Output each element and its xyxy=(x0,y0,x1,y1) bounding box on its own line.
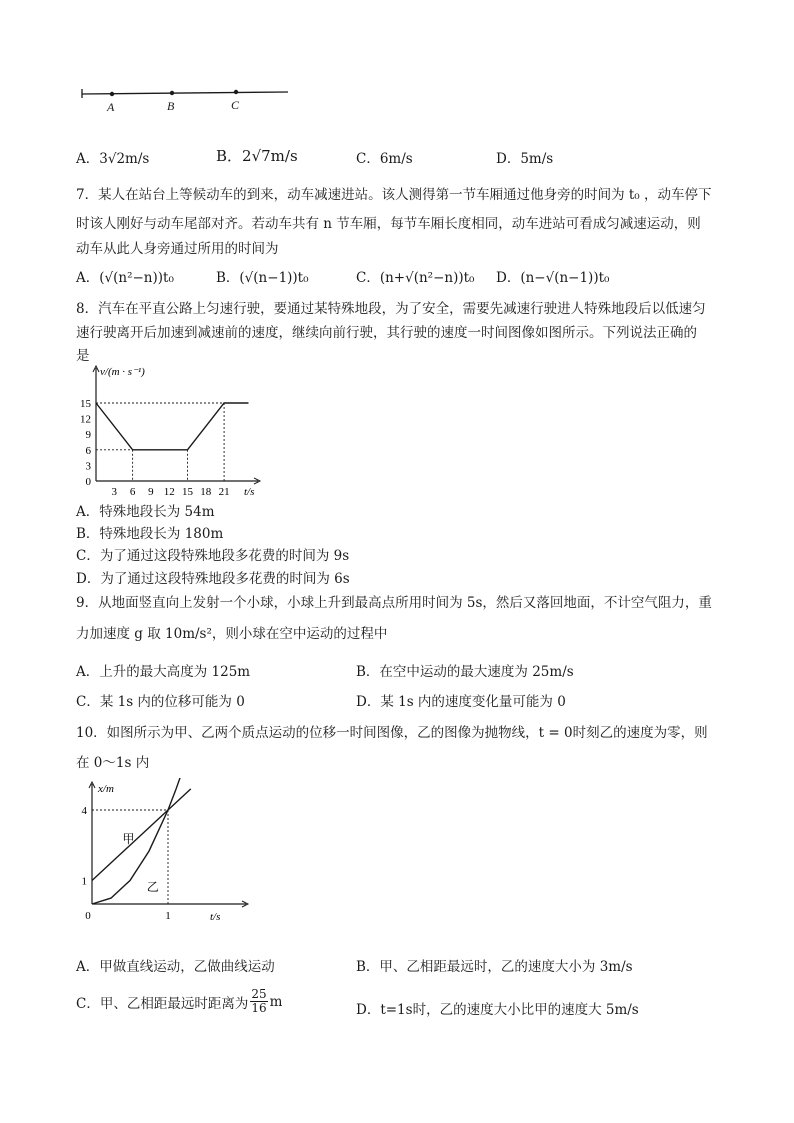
q7-option-d: D．(n−√(n−1))t₀ xyxy=(496,270,610,286)
q8-option-a: A．特殊地段长为 54m xyxy=(76,504,215,520)
q6-option-c: C．6m/s xyxy=(356,151,413,167)
xt-y-tick-label: 4 xyxy=(81,805,87,817)
xt-x-axis-label: t/s xyxy=(210,911,221,923)
fraction-denominator: 16 xyxy=(251,1001,267,1015)
q10-option-d: D．t=1s时，乙的速度大小比甲的速度大 5m/s xyxy=(356,1002,639,1018)
vt-y-tick-label: 0 xyxy=(85,476,91,488)
q8-option-b: B．特殊地段长为 180m xyxy=(76,526,224,542)
q8-text-line-2: 速行驶离开后加速到减速前的速度，继续向前行驶，其行驶的速度一时间图像如图所示。下列说法正确的 xyxy=(76,325,697,341)
fraction-numerator: 25 xyxy=(251,987,267,1001)
q9-option-a: A．上升的最大高度为 125m xyxy=(76,664,251,680)
vt-x-tick-label: 6 xyxy=(129,486,136,497)
vt-x-axis-label: t/s xyxy=(244,486,255,497)
point-a xyxy=(110,92,114,96)
velocity-time-chart xyxy=(76,362,266,497)
q9-text-line-2: 力加速度 g 取 10m/s²，则小球在空中运动的过程中 xyxy=(76,626,388,642)
xt-series-yi-label: 乙 xyxy=(146,880,159,895)
xt-origin-label: 0 xyxy=(85,910,91,922)
vt-y-tick-label: 15 xyxy=(80,398,91,410)
vt-y-tick-label: 6 xyxy=(85,444,91,457)
q7-option-b: B．(√(n−1))t₀ xyxy=(216,270,309,286)
xt-series-jia xyxy=(92,789,191,881)
q8-option-c: C．为了通过这段特殊地段多花费的时间为 9s xyxy=(76,548,350,564)
xt-y-tick-label: 1 xyxy=(81,875,87,888)
vt-y-tick-label: 9 xyxy=(85,429,91,442)
q7-option-c: C．(n+√(n²−n))t₀ xyxy=(356,270,475,286)
vt-x-tick-label: 9 xyxy=(148,486,154,497)
q6-option-a: A．3√2m/s xyxy=(76,151,150,167)
q9-option-c: C．某 1s 内的位移可能为 0 xyxy=(76,694,245,710)
q7-text-line-3: 动车从此人身旁通过所用的时间为 xyxy=(76,241,279,257)
q9-option-b: B．在空中运动的最大速度为 25m/s xyxy=(356,664,574,680)
q7-option-a: A．(√(n²−n))t₀ xyxy=(76,270,174,286)
q10-option-c-text: C．甲、乙相距最远时距离为 xyxy=(76,995,249,1012)
q8-text-line-1: 8．汽车在平直公路上匀速行驶，要通过某特殊地段，为了安全，需要先减速行驶进人特殊地段后以低速匀 xyxy=(76,301,706,317)
q6-option-b: B．2√7m/s xyxy=(216,147,298,165)
q10-option-a: A．甲做直线运动，乙做曲线运动 xyxy=(76,959,275,975)
displacement-time-chart xyxy=(76,778,256,923)
vt-x-tick-label: 15 xyxy=(182,486,193,497)
xt-series-jia-label: 甲 xyxy=(122,831,135,846)
point-c xyxy=(234,90,238,94)
vt-x-tick-label: 21 xyxy=(218,486,230,497)
q8-text-line-3: 是 xyxy=(76,348,90,364)
label-c: C xyxy=(231,98,240,112)
q10-option-c xyxy=(76,988,282,1015)
fraction-25-16 xyxy=(250,988,267,1015)
q10-text-line-1: 10．如图所示为甲、乙两个质点运动的位移一时间图像，乙的图像为抛物线，t = 0时刻乙的速度为零，则 xyxy=(76,725,708,741)
q10-text-line-2: 在 0～1s 内 xyxy=(76,755,150,771)
vt-x-tick-label: 3 xyxy=(111,486,118,497)
xt-y-axis-label: x/m xyxy=(98,783,114,795)
vt-x-tick-label: 18 xyxy=(200,486,212,497)
vt-y-tick-label: 12 xyxy=(80,413,91,426)
label-b: B xyxy=(167,99,175,113)
fraction-unit: m xyxy=(269,993,283,1010)
vt-y-tick-label: 3 xyxy=(85,460,91,473)
vt-x-tick-label: 12 xyxy=(163,486,175,497)
q10-option-b: B．甲、乙相距最远时，乙的速度大小为 3m/s xyxy=(356,959,633,975)
xt-x-tick-label: 1 xyxy=(165,910,171,922)
q8-option-d: D．为了通过这段特殊地段多花费的时间为 6s xyxy=(76,571,350,587)
point-b xyxy=(170,91,174,95)
q7-text-line-1: 7．某人在站台上等候动车的到来，动车减速进站。该人测得第一节车厢通过他身旁的时间为 t₀ ，动车停下 xyxy=(76,187,712,203)
q9-option-d: D．某 1s 内的速度变化量可能为 0 xyxy=(356,694,566,710)
q7-text-line-2: 时该人刚好与动车尾部对齐。若动车共有 n 节车厢，每节车厢长度相同，动车进站可看成匀减速运动，则 xyxy=(76,216,701,232)
label-a: A xyxy=(107,100,115,114)
xt-series-yi xyxy=(92,778,182,904)
q9-text-line-1: 9．从地面竖直向上发射一个小球，小球上升到最高点所用时间为 5s，然后又落回地面，不计空气阻力，重 xyxy=(76,595,712,611)
vt-series-line xyxy=(96,403,249,450)
vt-y-axis-label: v/(m · s⁻¹) xyxy=(100,366,145,378)
q6-option-d: D．5m/s xyxy=(496,151,554,167)
